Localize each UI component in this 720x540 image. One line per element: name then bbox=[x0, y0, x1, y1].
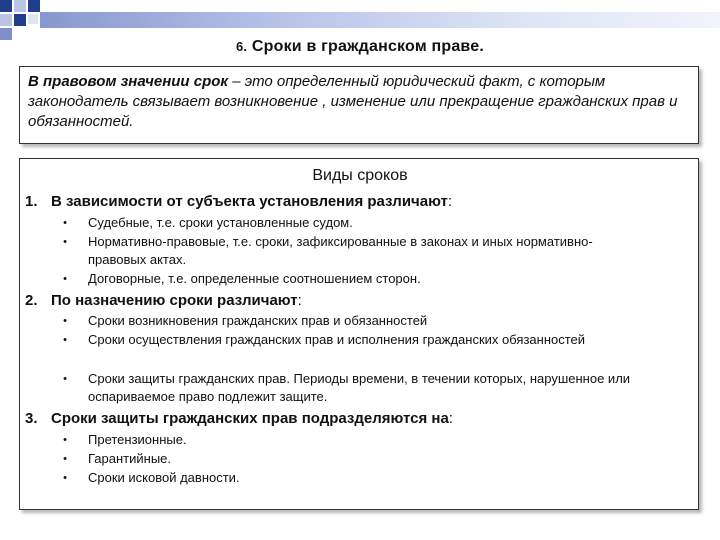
decor-square bbox=[14, 0, 26, 12]
header-gradient-bar bbox=[40, 12, 720, 28]
section-colon: : bbox=[447, 193, 453, 210]
decor-square bbox=[28, 0, 40, 12]
list-item-text: Нормативно-правовые, т.е. сроки, зафиксированные в законах и иных нормативно-правовых актах. bbox=[88, 234, 593, 267]
section-colon: : bbox=[297, 292, 302, 309]
bullet-icon: • bbox=[63, 236, 67, 248]
definition-text: – это определенный юридический факт, с которым законодатель связывает возникновение , изменение или прекращение гражданских прав и обязанностей. bbox=[28, 73, 678, 130]
bullet-icon: • bbox=[63, 334, 67, 346]
section-colon: : bbox=[448, 410, 453, 427]
list-item-text: Договорные, т.е. определенные соотношением сторон. bbox=[88, 271, 421, 286]
list-item-text: Гарантийные. bbox=[88, 451, 172, 466]
page-title bbox=[0, 38, 720, 56]
decor-square bbox=[0, 0, 12, 12]
list-item-text: Судебные, т.е. сроки установленные судом. bbox=[88, 215, 353, 230]
bullet-icon: • bbox=[63, 453, 67, 465]
title-text: Сроки в гражданском праве. bbox=[251, 38, 485, 55]
decor-square bbox=[0, 14, 12, 26]
list-item-text: Сроки исковой давности. bbox=[88, 470, 240, 485]
section-number: 1. bbox=[25, 193, 38, 210]
list-item-text: Сроки осуществления гражданских прав и исполнения гражданских обязанностей bbox=[88, 332, 586, 347]
section-heading-text: В зависимости от субъекта установления различают bbox=[51, 193, 448, 210]
section-heading-text: По назначению сроки различают bbox=[51, 292, 298, 309]
bullet-icon: • bbox=[63, 472, 67, 484]
section-heading bbox=[25, 410, 453, 428]
bullet-icon: • bbox=[63, 315, 67, 327]
list-item-text: Сроки защиты гражданских прав. Периоды времени, в течении которых, нарушенное или оспариваемое право подлежит защите. bbox=[88, 371, 631, 404]
definition-term: В правовом значении срок bbox=[28, 73, 229, 90]
section-number: 3. bbox=[25, 410, 38, 427]
bullet-icon: • bbox=[63, 273, 67, 285]
bullet-icon: • bbox=[63, 373, 67, 385]
types-title: Виды сроков bbox=[312, 167, 408, 184]
section-heading bbox=[25, 193, 452, 211]
section-heading-text: Сроки защиты гражданских прав подразделяются на bbox=[51, 410, 449, 427]
bullet-icon: • bbox=[63, 217, 67, 229]
list-item-text: Претензионные. bbox=[88, 432, 187, 447]
section-heading bbox=[25, 292, 302, 310]
section-number: 2. bbox=[25, 292, 38, 309]
bullet-icon: • bbox=[63, 434, 67, 446]
decor-square bbox=[28, 14, 38, 24]
types-box bbox=[19, 158, 699, 510]
definition-box bbox=[19, 66, 699, 144]
list-item-text: Сроки возникновения гражданских прав и обязанностей bbox=[88, 313, 428, 328]
title-number: 6. bbox=[235, 39, 248, 54]
decor-square bbox=[14, 14, 26, 26]
